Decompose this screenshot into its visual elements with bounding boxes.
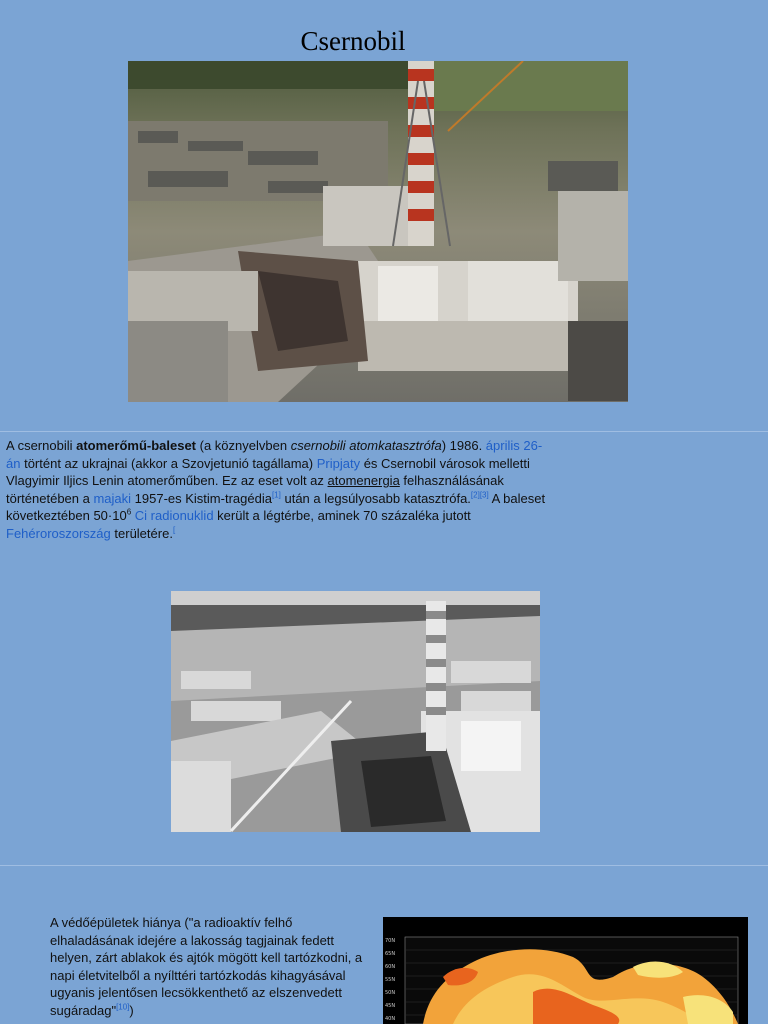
- text-run: A csernobili: [6, 438, 77, 453]
- map-label: 55N: [385, 977, 396, 983]
- exponent: 6: [126, 507, 132, 517]
- map-label: 45N: [385, 1003, 396, 1009]
- radionuclide-link[interactable]: Ci radionuklid: [134, 508, 214, 523]
- bold-term: atomerőmű-baleset: [76, 438, 197, 453]
- section-divider: [0, 431, 768, 432]
- text-run: ): [129, 1002, 134, 1018]
- section-divider: [0, 865, 768, 866]
- citation-link[interactable]: [1]: [271, 490, 281, 500]
- citation-link[interactable]: [: [172, 525, 176, 535]
- text-run: ) 1986.: [441, 438, 486, 453]
- citation-link[interactable]: [10]: [116, 1002, 130, 1012]
- citation-link[interactable]: [2][3]: [470, 490, 489, 500]
- mayak-link[interactable]: majaki: [93, 490, 132, 506]
- map-label: 70N: [385, 938, 396, 944]
- pripyat-link[interactable]: Pripjaty: [316, 455, 361, 471]
- map-label: 50N: [385, 990, 396, 996]
- page-title: Csernobil: [300, 26, 406, 56]
- text-run: A baleset következtében 50·10: [6, 490, 546, 523]
- nuclear-energy-link[interactable]: atomenergia: [327, 473, 400, 488]
- reactor-aerial-bw-photo: [171, 591, 540, 832]
- text-run: 1957-es Kistim-tragédia: [131, 490, 272, 506]
- text-run: került a légtérbe, aminek 70 százaléka jutott: [213, 508, 471, 523]
- italic-term: csernobili atomkatasztrófa: [290, 438, 442, 453]
- text-run: A védőépületek hiánya ("a radioaktív felhő elhaladásának idejére a lakosság tagjainak fedett helyen, zárt ablakok és ajtók mögött kell tartózkodni, a napi életvitelből a nyílttéri tartózkodás kihagyásával ugyanis jelentősen lecsökkenthető az elszenvedett sugáradag": [50, 915, 363, 1018]
- date-link[interactable]: április 26-án: [6, 438, 543, 471]
- text-run: területére.: [110, 525, 173, 541]
- text-run: és Csernobil városok melletti Vlagyimir Iljics Lenin atomerőműben. Ez az eset volt az: [6, 455, 530, 488]
- map-label: 60N: [385, 964, 396, 970]
- fallout-map-image: [383, 917, 748, 1024]
- text-run: felhasználásának történetében a: [6, 473, 504, 506]
- belarus-link[interactable]: Fehéroroszország: [6, 525, 111, 541]
- reactor-aerial-color-photo: [128, 61, 628, 402]
- map-label: 65N: [385, 951, 396, 957]
- shelter-paragraph: [50, 914, 372, 1019]
- intro-paragraph: [6, 437, 554, 542]
- map-label: 40N: [385, 1016, 396, 1022]
- text-run: (a köznyelvben: [196, 438, 291, 453]
- text-run: után a legsúlyosabb katasztrófa.: [280, 490, 471, 506]
- text-run: történt az ukrajnai (akkor a Szovjetunió tagállama): [20, 455, 317, 471]
